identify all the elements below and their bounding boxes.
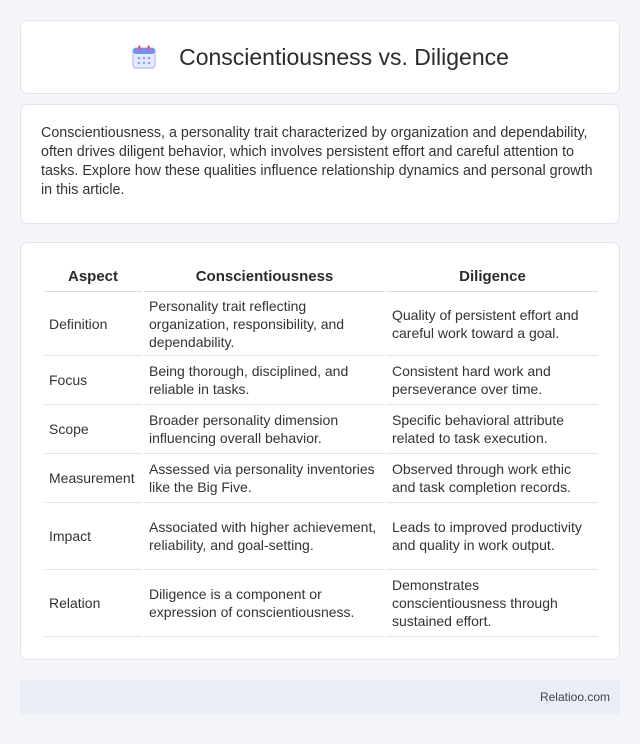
aspect-cell: Measurement [44, 454, 142, 503]
comparison-table [42, 261, 600, 637]
table-row [44, 454, 598, 503]
table-header-row [44, 261, 598, 292]
diligence-cell: Demonstrates conscientiousness through sustained effort. [387, 570, 598, 637]
header-conscientiousness: Conscientiousness [144, 261, 385, 292]
table-row [44, 503, 598, 570]
aspect-cell: Relation [44, 570, 142, 637]
table-row [44, 292, 598, 356]
aspect-cell: Scope [44, 405, 142, 454]
table-row [44, 405, 598, 454]
conscientiousness-cell: Being thorough, disciplined, and reliable in tasks. [144, 356, 385, 405]
comparison-card [20, 242, 620, 660]
conscientiousness-cell: Personality trait reflecting organization, responsibility, and dependability. [144, 292, 385, 356]
diligence-cell: Leads to improved productivity and quality in work output. [387, 503, 598, 570]
aspect-cell: Definition [44, 292, 142, 356]
diligence-cell: Quality of persistent effort and careful work toward a goal. [387, 292, 598, 356]
intro-card [20, 104, 620, 224]
diligence-cell: Specific behavioral attribute related to task execution. [387, 405, 598, 454]
conscientiousness-cell: Assessed via personality inventories like the Big Five. [144, 454, 385, 503]
diligence-cell: Consistent hard work and perseverance over time. [387, 356, 598, 405]
footer-brand: Relatioo.com [539, 690, 610, 704]
conscientiousness-cell: Broader personality dimension influencing overall behavior. [144, 405, 385, 454]
page-title: Conscientiousness vs. Diligence [179, 43, 509, 70]
table-row [44, 356, 598, 405]
conscientiousness-cell: Associated with higher achievement, reliability, and goal-setting. [144, 503, 385, 570]
diligence-cell: Observed through work ethic and task completion records. [387, 454, 598, 503]
header-diligence: Diligence [387, 261, 598, 292]
aspect-cell: Focus [44, 356, 142, 405]
intro-text: Conscientiousness, a personality trait characterized by organization and dependability, often drives diligent behavior, which involves persistent effort and careful attention to tasks. Explore how these qualities influence relationship dynamics and personal growth in this article. [41, 125, 593, 198]
aspect-cell: Impact [44, 503, 142, 570]
header-aspect: Aspect [44, 261, 142, 292]
conscientiousness-cell: Diligence is a component or expression of conscientiousness. [144, 570, 385, 637]
calendar-icon [131, 44, 157, 70]
footer-bar [20, 680, 620, 714]
table-row [44, 570, 598, 637]
title-card [20, 20, 620, 94]
